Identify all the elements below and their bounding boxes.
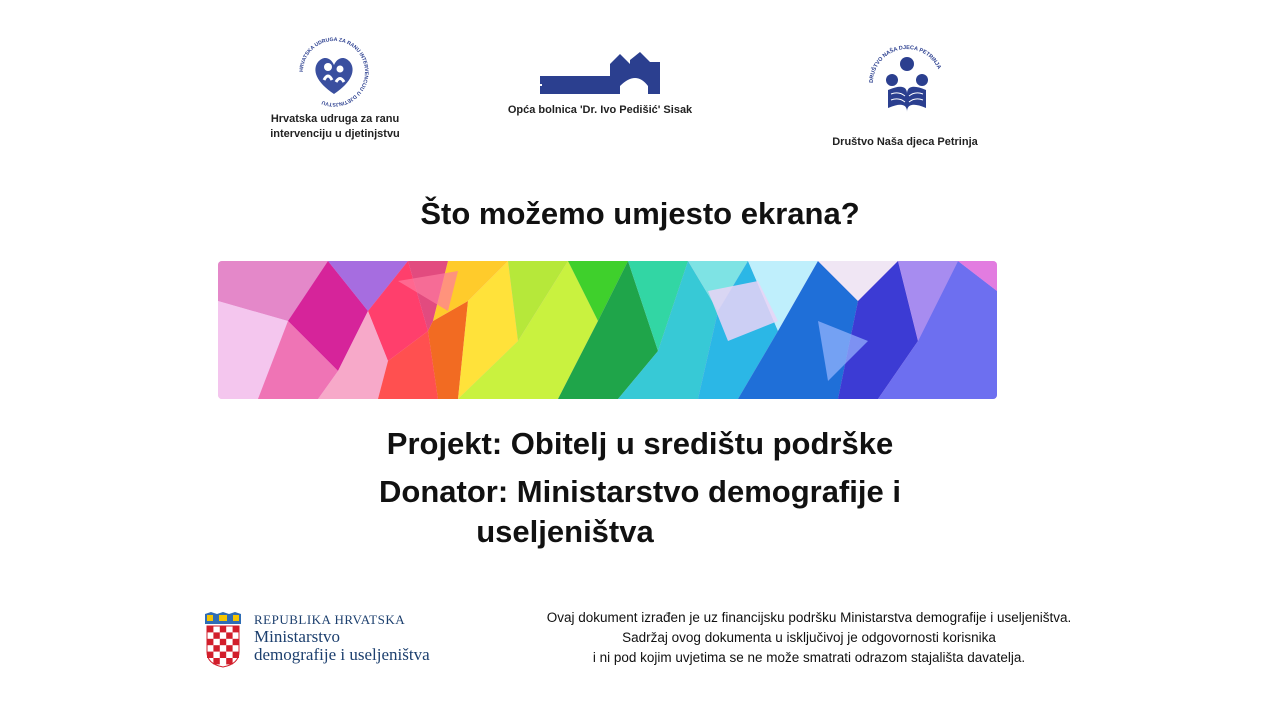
donor-line-1: Donator: Ministarstvo demografije i (379, 474, 901, 509)
nasa-djeca-logo (866, 42, 948, 124)
ministry-line2: Ministarstvo (254, 627, 340, 646)
hospital-logo (540, 50, 664, 96)
hospital-bridge-icon (540, 50, 664, 96)
coat-of-arms-graphic (203, 612, 243, 668)
disclaimer (500, 608, 1118, 668)
hrana-ring-text: HRVATSKA UDRUGA ZA RANU INTERVENCIJU U DJETINJSTVU (298, 36, 370, 108)
hrana-logo-emblem (298, 36, 370, 108)
banner-graphic (218, 261, 997, 399)
page-title: Što možemo umjesto ekrana? (420, 196, 860, 231)
ministry-line1: REPUBLIKA HRVATSKA (254, 612, 406, 627)
hrana-logo (298, 36, 370, 108)
donor-block (240, 472, 1040, 552)
disclaimer-line1: Ovaj dokument izrađen je uz financijsku podršku Ministarstva demografije i useljeništva. (546, 610, 1072, 625)
donor-line-2: useljeništva (476, 514, 654, 549)
nasa-djeca-emblem (866, 42, 948, 124)
hrana-caption-line2: intervenciju u djetinjstvu (270, 128, 400, 140)
checkerboard-shield (207, 626, 239, 667)
croatia-coat-of-arms-icon (203, 612, 243, 668)
hrana-caption (250, 112, 420, 142)
hospital-caption: Opća bolnica 'Dr. Ivo Pedišić' Sisak (507, 104, 693, 116)
disclaimer-line2: Sadržaj ovog dokumenta u isključivoj je odgovornosti korisnika (622, 630, 996, 645)
ministry-name (254, 612, 430, 664)
ministry-line3: demografije i useljeništva (254, 645, 430, 664)
nasa-djeca-caption: Društvo Naša djeca Petrinja (832, 136, 978, 148)
nasa-djeca-ring-text: DRUŠTVO NAŠA DJECA PETRINJA (868, 44, 942, 84)
disclaimer-line3: i ni pod kojim uvjetima se ne može smatrati odrazom stajališta davatelja. (592, 650, 1026, 665)
project-line: Projekt: Obitelj u središtu podrške (386, 426, 894, 461)
hrana-caption-line1: Hrvatska udruga za ranu (270, 113, 400, 125)
colorful-polygon-banner (218, 261, 997, 399)
